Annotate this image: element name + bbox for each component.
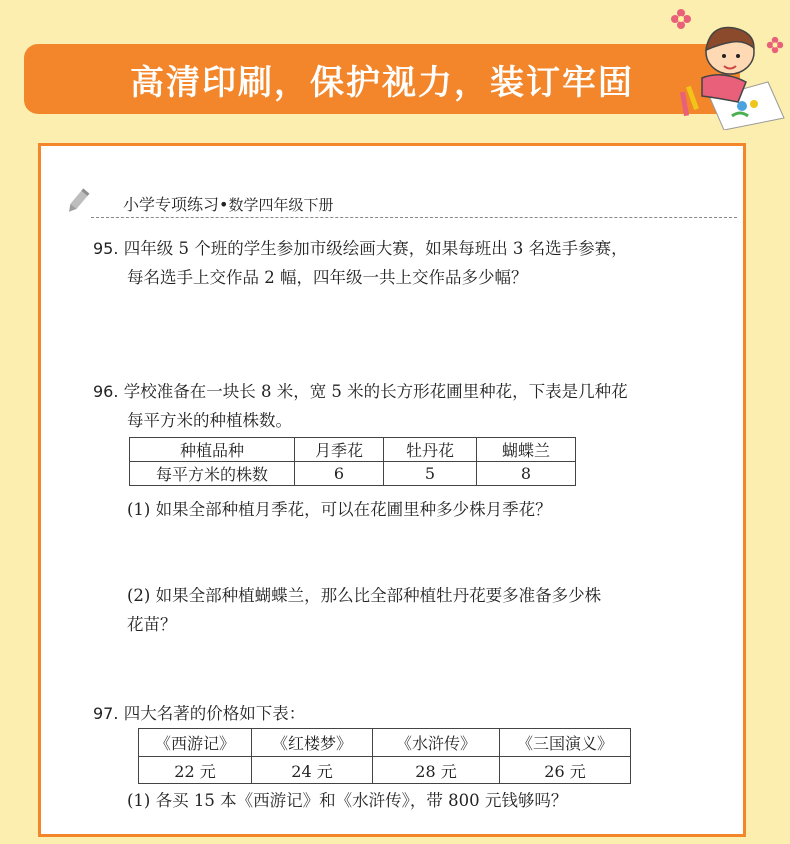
planting-table [129, 437, 576, 486]
book-price-table [138, 728, 631, 784]
table-header-cell: 种植品种 [130, 438, 295, 462]
question-96-part-2 [127, 581, 601, 639]
header-title [123, 192, 333, 215]
question-97-part-1 [127, 786, 567, 815]
table-cell: 5 [384, 462, 477, 486]
table-header-cell: 月季花 [295, 438, 384, 462]
question-text-line: 四年级 5 个班的学生参加市级绘画大赛，如果每班出 3 名选手参赛， [123, 239, 628, 258]
table-cell: 每平方米的株数 [130, 462, 295, 486]
kid-drawing-illustration [672, 20, 790, 130]
question-text-line: 学校准备在一块长 8 米，宽 5 米的长方形花圃里种花，下表是几种花 [123, 382, 628, 401]
worksheet-page [38, 143, 746, 837]
question-text-line: 每平方米的种植株数。 [127, 411, 292, 430]
table-cell: 22 元 [139, 757, 252, 784]
table-row [139, 729, 631, 757]
question-number: 97. [93, 704, 119, 723]
book-subtitle: 数学四年级下册 [228, 196, 334, 214]
table-cell: 6 [295, 462, 384, 486]
table-row [130, 462, 576, 486]
header-divider [91, 217, 737, 218]
question-95 [93, 234, 628, 292]
table-cell: 26 元 [500, 757, 631, 784]
table-header-cell: 蝴蝶兰 [477, 438, 576, 462]
question-number: 96. [93, 382, 119, 401]
table-header-cell: 牡丹花 [384, 438, 477, 462]
table-header-cell: 《西游记》 [139, 729, 252, 757]
table-header-cell: 《红楼梦》 [252, 729, 373, 757]
banner-title: 高清印刷，保护视力，装订牢固 [130, 62, 634, 103]
sub-question-text: (1) 各买 15 本《西游记》和《水浒传》，带 800 元钱够吗？ [127, 791, 568, 810]
question-text-line: 四大名著的价格如下表： [123, 704, 306, 723]
table-cell: 24 元 [252, 757, 373, 784]
sub-question-text: (2) 如果全部种植蝴蝶兰，那么比全部种植牡丹花要多准备多少株 [127, 586, 602, 605]
table-row [139, 757, 631, 784]
question-number: 95. [93, 239, 119, 258]
header-separator: • [219, 195, 229, 214]
table-row [130, 438, 576, 462]
page-header [63, 186, 743, 218]
question-96 [93, 377, 628, 435]
table-header-cell: 《水浒传》 [373, 729, 500, 757]
question-96-part-1 [127, 495, 552, 524]
sub-question-text: 花苗？ [127, 615, 177, 634]
table-cell: 8 [477, 462, 576, 486]
series-title: 小学专项练习 [123, 195, 220, 214]
top-banner [24, 44, 740, 114]
pencil-icon [63, 186, 93, 216]
sub-question-text: (1) 如果全部种植月季花，可以在花圃里种多少株月季花？ [127, 500, 552, 519]
table-header-cell: 《三国演义》 [500, 729, 631, 757]
question-text-line: 每名选手上交作品 2 幅，四年级一共上交作品多少幅？ [127, 268, 528, 287]
question-97 [93, 699, 305, 728]
table-cell: 28 元 [373, 757, 500, 784]
